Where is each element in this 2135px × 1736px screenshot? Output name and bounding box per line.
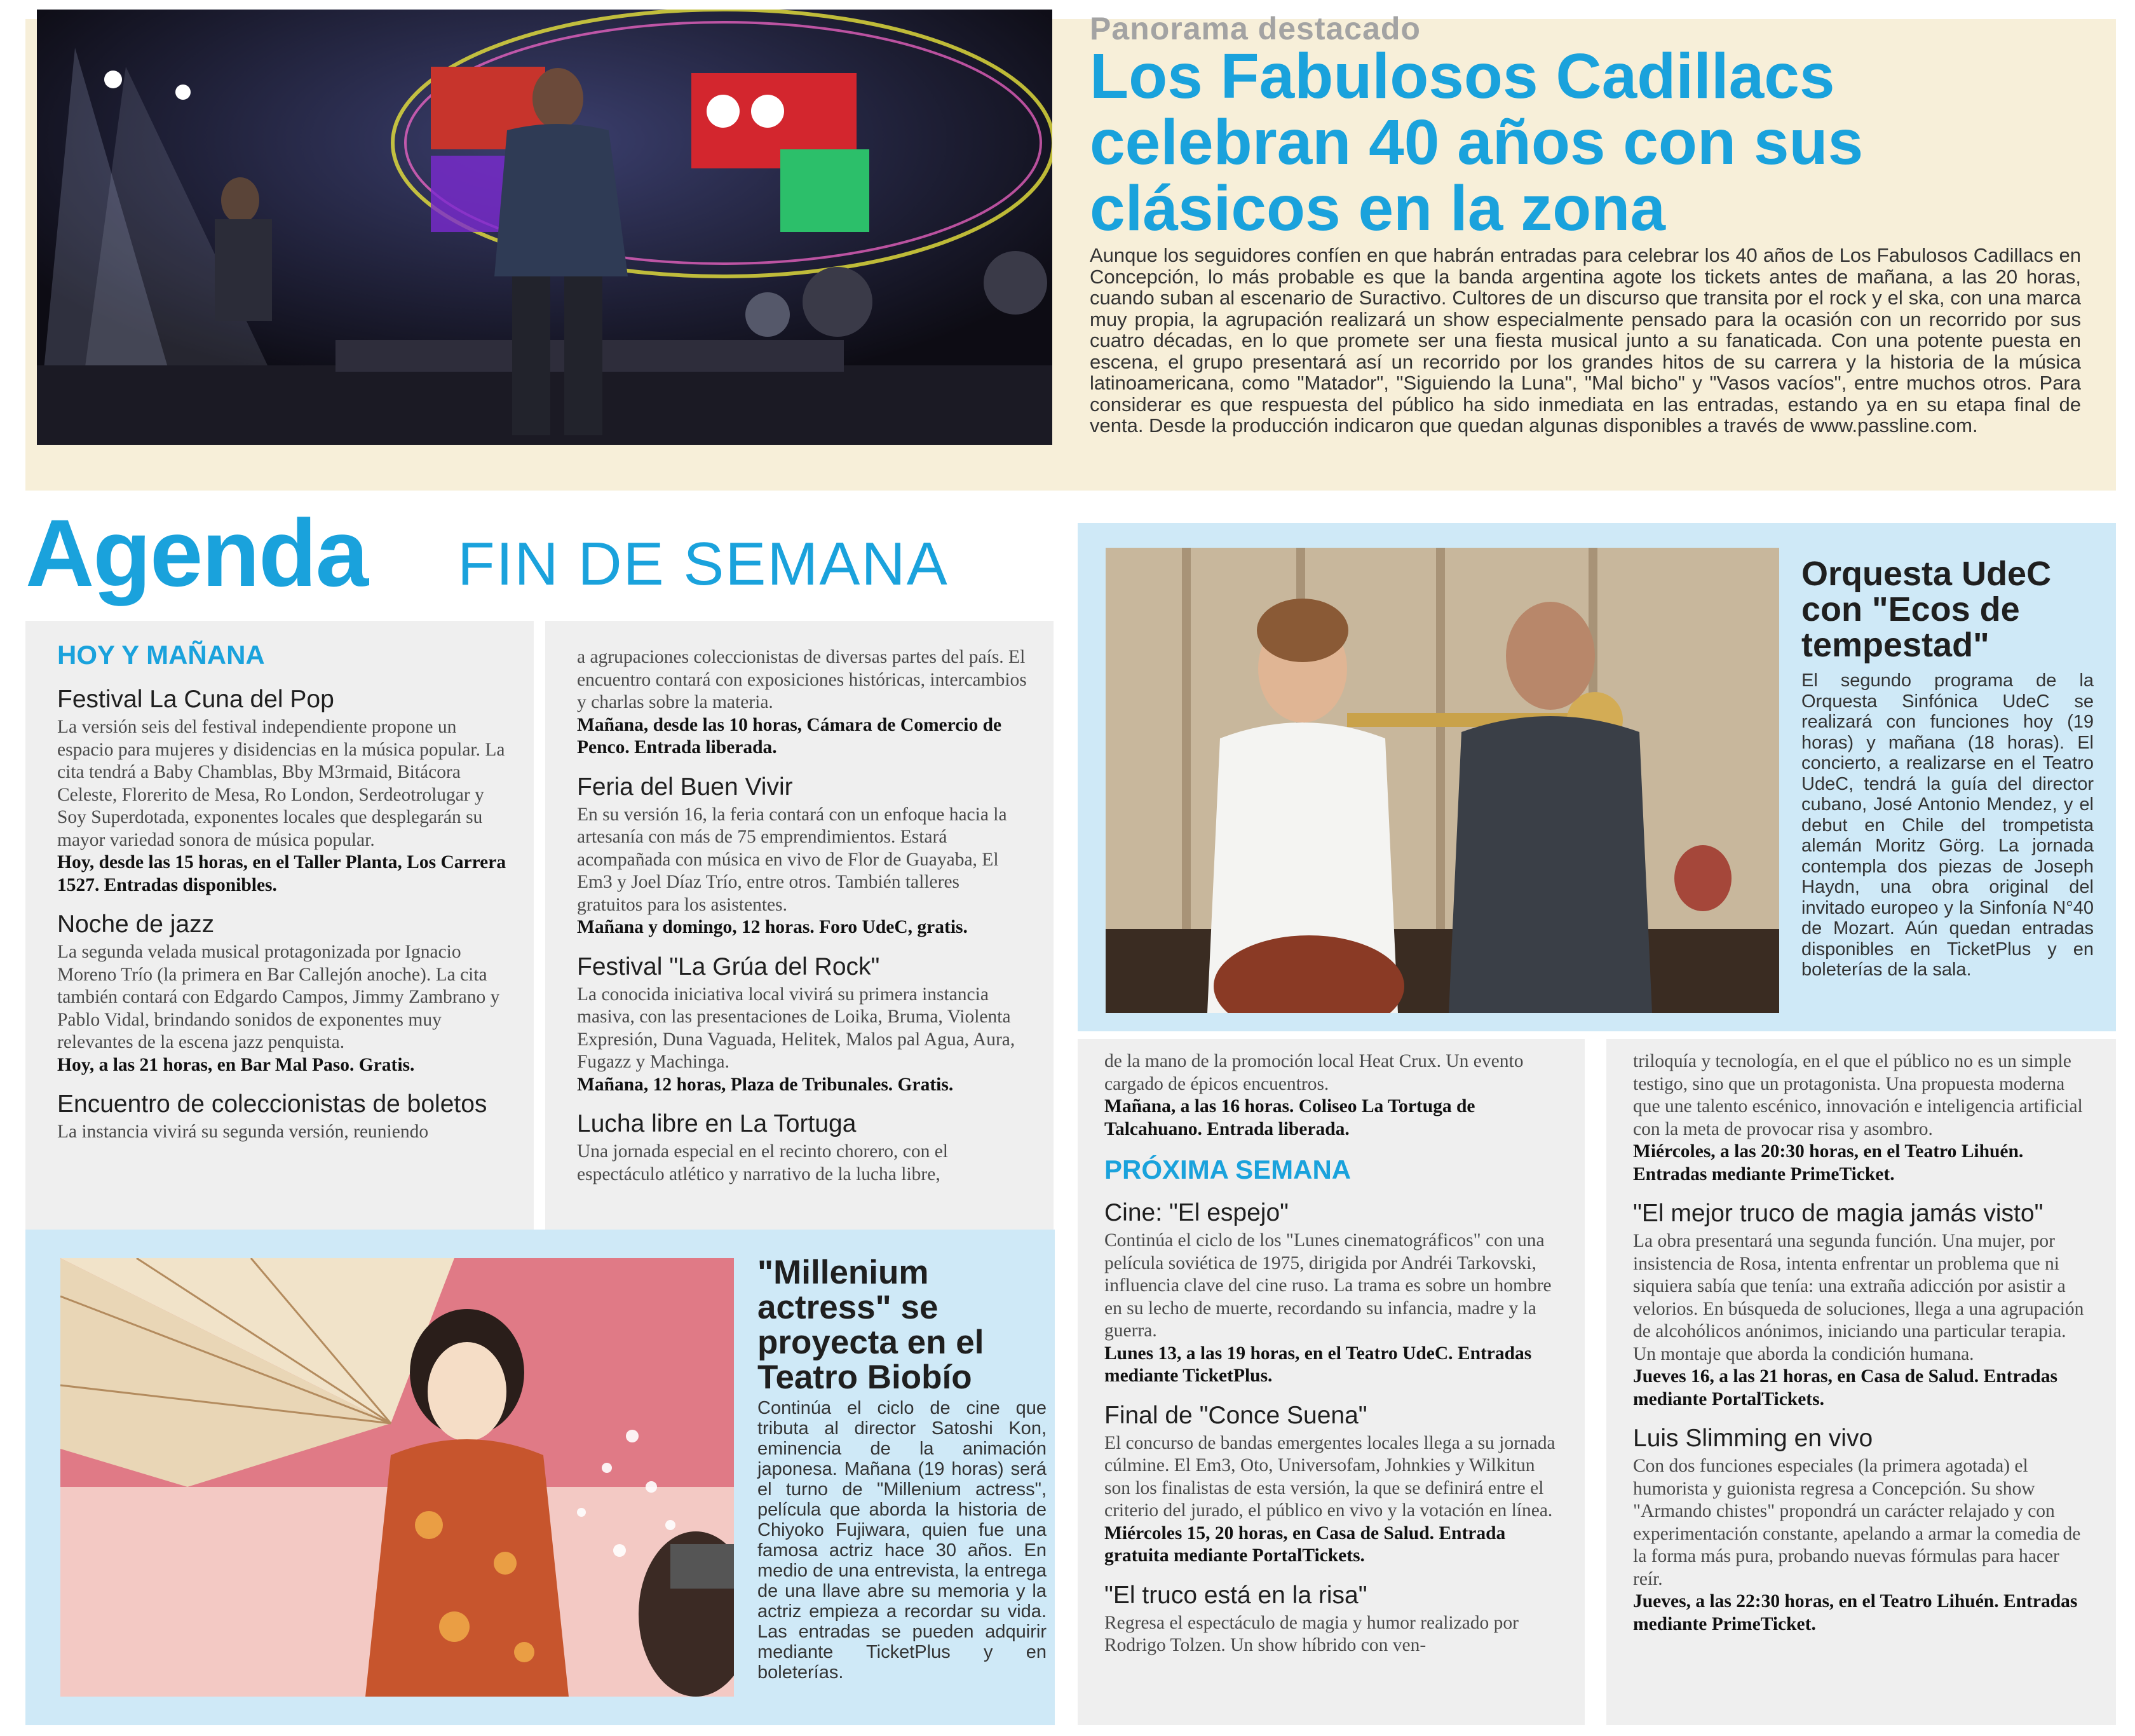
event-title: "El truco está en la risa" [1104, 1581, 1367, 1609]
orquesta-body: El segundo programa de la Orquesta Sinfónica UdeC se realizará con funciones hoy (19 horas) y mañana (18 horas). El concierto, a realizarse en el Teatro UdeC, tendrá la guía del director cubano, José Antonio Mendez, y el debut en Chile del trompetista alemán Moritz Görg. La jornada contempla dos piezas de Joseph Haydn, una obra original del invitado europeo y la Sinfonía N°40 de Mozart. Aún quedan entradas disponibles en TicketPlus y en boleterías de la sala. [1801, 670, 2094, 980]
event-continued [1633, 1050, 2084, 1186]
event-body: La instancia vivirá su segunda versión, reuniendo [57, 1122, 429, 1142]
orchestra-photo [1106, 548, 1779, 1013]
event-info: Hoy, desde las 15 horas, en el Taller Planta, Los Carrera 1527. Entradas disponibles. [57, 852, 506, 895]
agenda-subtitle: FIN DE SEMANA [458, 530, 949, 598]
event-item [1104, 1582, 1556, 1657]
event-item [577, 953, 1028, 1097]
event-item [1633, 1200, 2084, 1411]
event-item [1633, 1425, 2084, 1636]
event-continued [577, 646, 1028, 759]
event-continued [1104, 1050, 1556, 1141]
event-title: Festival "La Grúa del Rock" [577, 953, 880, 980]
event-body: Continúa el ciclo de los "Lunes cinematográficos" con una película soviética de 1975, dirigida por Andréi Tarkovski, influencia clave del cine ruso. La trama es sobre un hombre en su lecho de muerte, recordando su infancia, madre y la guerra. [1104, 1230, 1552, 1341]
event-item [57, 686, 508, 897]
event-body: triloquía y tecnología, en el que el público no es un simple testigo, sino que un protagonista. Una propuesta moderna que une talento escénico, innovación e inteligencia artificial con la meta de provocar risa y asombro. [1633, 1051, 2083, 1139]
event-item [577, 773, 1028, 939]
event-body: En su versión 16, la feria contará con un enfoque hacia la artesanía con más de 75 emprendimientos. Estará acompañada con música en vivo de Flor de Guayaba, El Em3 y Joel Díaz Trío, entre otros. También talleres gratuitos para los asistentes. [577, 804, 1007, 915]
event-body: de la mano de la promoción local Heat Crux. Un evento cargado de épicos encuentros. [1104, 1051, 1524, 1094]
event-body: La versión seis del festival independiente propone un espacio para mujeres y disidencias en la música popular. La cita tendrá a Baby Chamblas, Bby M3rmaid, Bitácora Celeste, Florerito de Mesa, Ro London, Serdeotrolugar y Soy Superdotada, exponentes locales que desplegarán su mayor variedad sonora de música popular. [57, 717, 505, 850]
event-title: Cine: "El espejo" [1104, 1199, 1289, 1226]
hoy-column-2 [545, 621, 1054, 1230]
event-title: Noche de jazz [57, 911, 215, 938]
event-info: Mañana, a las 16 horas. Coliseo La Tortuga de Talcahuano. Entrada liberada. [1104, 1096, 1475, 1139]
event-body: a agrupaciones coleccionistas de diversas partes del país. El encuentro contará con exposiciones históricas, intercambios y charlas sobre la materia. [577, 647, 1027, 712]
event-info: Mañana, desde las 10 horas, Cámara de Comercio de Penco. Entrada liberada. [577, 714, 1002, 757]
event-title: Festival La Cuna del Pop [57, 686, 334, 713]
event-info: Jueves, a las 22:30 horas, en el Teatro Lihuén. Entradas mediante PrimeTicket. [1633, 1591, 2078, 1634]
feature-kicker: Panorama destacado [1090, 11, 1421, 46]
feature-body: Aunque los seguidores confíen en que habrán entradas para celebrar los 40 años de Los Fabulosos Cadillacs en Concepción, lo más probable es que la banda argentina agote los tickets antes de mañana, a las 20 horas, cuando suban al escenario de Suractivo. Cultores de un discurso que transita por el rock y el ska, con una marca muy propia, la agrupación realizará un show especialmente pensado para la ocasión con un recorrido por sus cuatro décadas, en lo que promete ser una fiesta musical junto a su fanaticada. Con una potente puesta en escena, el grupo presentará así un recorrido por los grandes hitos de su carrera y la historia de la música latinoamericana, como "Matador", "Siguiendo la Luna", "Mal bicho" y "Vasos vacíos", entre muchos otros. Para considerar es que respuesta del público ha sido inmediata en las entradas, estando ya en su etapa final de venta. Desde la producción indicaron que quedan algunas disponibles a través de www.passline.com. [1090, 244, 2081, 437]
agenda-title: Agenda [25, 499, 368, 606]
event-info: Mañana, 12 horas, Plaza de Tribunales. Gratis. [577, 1074, 954, 1095]
event-info: Hoy, a las 21 horas, en Bar Mal Paso. Gratis. [57, 1054, 415, 1075]
millenium-body: Continúa el ciclo de cine que tributa al director Satoshi Kon, eminencia de la animación japonesa. Mañana (19 horas) será el turno de "Millenium actress", película que aborda la historia de Chiyoko Fujiwara, quien fue una famosa actriz hace 30 años. En medio de una entrevista, la entrega de una llave abre su memoria y la actriz empieza a recordar su vida. Las entradas se pueden adquirir mediante TicketPlus y en boleterías. [757, 1398, 1047, 1683]
anime-still-image [60, 1258, 734, 1697]
proxima-column-1 [1078, 1039, 1585, 1725]
event-info: Miércoles 15, 20 horas, en Casa de Salud. Entrada gratuita mediante PortalTickets. [1104, 1522, 1506, 1566]
event-title: Encuentro de coleccionistas de boletos [57, 1090, 487, 1118]
concert-photo [37, 10, 1052, 445]
event-info: Mañana y domingo, 12 horas. Foro UdeC, gratis. [577, 917, 968, 937]
millenium-title: "Millenium actress" se proyecta en el Teatro Biobío [757, 1254, 984, 1396]
event-item [1104, 1402, 1556, 1568]
event-body: La obra presentará una segunda función. Una mujer, por insistencia de Rosa, intenta enfrentar un problema que ni siquiera sabía que tenía: una extraña adicción por asistir a velorios. En búsqueda de soluciones, llega a una agrupación de alcohólicos anónimos, iniciando una particular terapia. Un montaje que aborda la condición humana. [1633, 1231, 2084, 1364]
feature-title: Los Fabulosos Cadillacs celebran 40 años con sus clásicos en la zona [1090, 41, 1864, 244]
event-title: Final de "Conce Suena" [1104, 1401, 1367, 1429]
orquesta-title: Orquesta UdeC con "Ecos de tempestad" [1801, 555, 2052, 664]
event-item [57, 911, 508, 1076]
event-body: La segunda velada musical protagonizada por Ignacio Moreno Trío (la primera en Bar Callejón anoche). La cita también contará con Edgardo Campos, Jimmy Zambrano y Pablo Vidal, brindando sonidos de exponentes muy relevantes de la escena jazz penquista. [57, 942, 500, 1052]
hoy-column-1 [25, 621, 534, 1230]
event-title: "El mejor truco de magia jamás visto" [1633, 1200, 2043, 1227]
event-info: Jueves 16, a las 21 horas, en Casa de Salud. Entradas mediante PortalTickets. [1633, 1366, 2057, 1409]
event-item [577, 1110, 1028, 1186]
event-title: Lucha libre en La Tortuga [577, 1110, 857, 1137]
event-title: Luis Slimming en vivo [1633, 1425, 1873, 1452]
event-title: Feria del Buen Vivir [577, 773, 793, 801]
section-heading-proxima: PRÓXIMA SEMANA [1104, 1155, 1352, 1184]
section-heading-hoy: HOY Y MAÑANA [57, 640, 265, 670]
event-info: Lunes 13, a las 19 horas, en el Teatro UdeC. Entradas mediante TicketPlus. [1104, 1343, 1532, 1386]
event-body: Con dos funciones especiales (la primera agotada) el humorista y guionista regresa a Concepción. Su show "Armando chistes" propondrá un carácter relajado y con experimentación constante, apelando a armar la comedia de la forma más pura, probando nuevas fórmulas para hacer reír. [1633, 1456, 2081, 1589]
event-info: Miércoles, a las 20:30 horas, en el Teatro Lihuén. Entradas mediante PrimeTicket. [1633, 1141, 2024, 1184]
event-body: La conocida iniciativa local vivirá su primera instancia masiva, con las presentaciones de Loika, Bruma, Violenta Expresión, Duna Vaguada, Helitek, Malos pal Agua, Aura, Fugazz y Machinga. [577, 984, 1015, 1072]
event-body: El concurso de bandas emergentes locales llega a su jornada cúlmine. El Em3, Oto, Universofam, Johnkies y Wilkitun son los finalistas de esta versión, la que se definirá entre el criterio del jurado, el público en vivo y la votación en línea. [1104, 1432, 1556, 1521]
event-item [1104, 1199, 1556, 1388]
event-body: Regresa el espectáculo de magia y humor realizado por Rodrigo Tolzen. Un show híbrido con ven- [1104, 1612, 1519, 1655]
proxima-column-2 [1606, 1039, 2116, 1725]
event-item [57, 1090, 508, 1144]
event-body: Una jornada especial en el recinto chorero, con el espectáculo atlético y narrativo de la lucha libre, [577, 1141, 948, 1184]
